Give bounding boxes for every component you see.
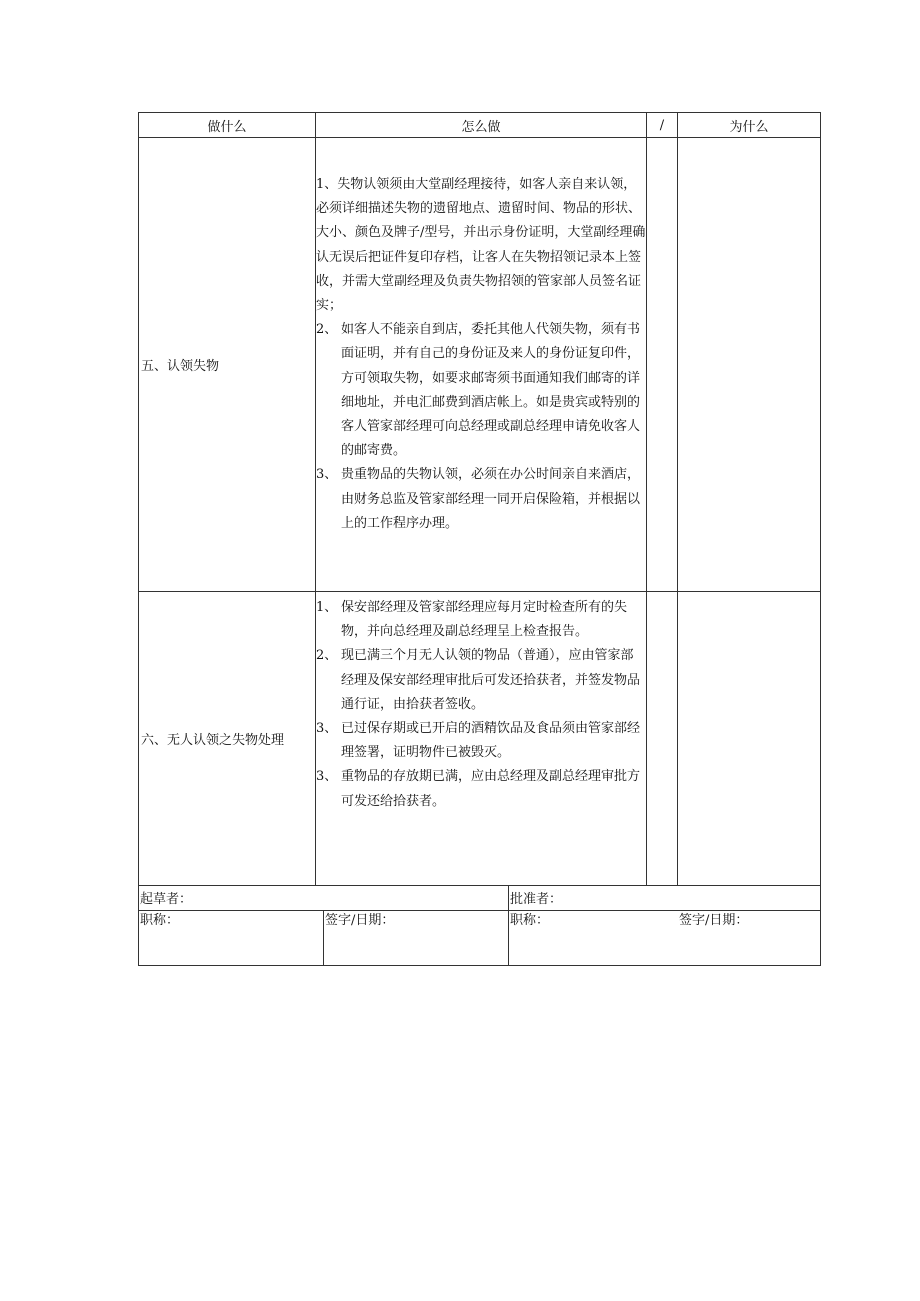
step-text: 现已满三个月无人认领的物品（普通），应由管家部经理及保安部经理审批后可发还拾获者，并签发物品通行证，由拾获者签收。: [341, 648, 641, 712]
approver-title-label: 职称：: [510, 913, 550, 928]
step-text: 保安部经理及管家部经理应每月定时检查所有的失物，并向总经理及副总经理呈上检查报告。: [341, 600, 628, 640]
steps-cell: [316, 592, 647, 886]
table-row: [139, 138, 821, 592]
step-item: [316, 596, 646, 644]
row-label: 五、认领失物: [139, 138, 316, 592]
step-number: 2、: [316, 648, 338, 664]
signoff-header-row: [139, 886, 821, 911]
step-text: 重物品的存放期已满，应由总经理及副总经理审批方可发还给拾获者。: [341, 769, 641, 809]
steps-cell: [316, 138, 647, 592]
step-text: 已过保存期或已开启的酒精饮品及食品须由管家部经理签署，证明物件已被毁灭。: [341, 721, 641, 761]
step-number: 3、: [316, 769, 338, 785]
step-item: [316, 765, 646, 813]
step-number: 2、: [316, 322, 338, 338]
why-cell: [678, 138, 821, 592]
header-how: 怎么做: [316, 113, 647, 138]
step-text: 如客人不能亲自到店，委托其他人代领失物，须有书面证明，并有自己的身份证及来人的身份证复印件，方可领取失物，如要求邮寄须书面通知我们邮寄的详细地址，并电汇邮费到酒店帐上。如是贵宾或特别的客人管家部经理可向总经理或副总经理申请免收客人的邮寄费。: [341, 322, 641, 459]
approver-fields[interactable]: [509, 911, 821, 966]
step-item: [316, 173, 646, 318]
drafter-sign-date-field[interactable]: 签字/日期：: [324, 911, 509, 966]
header-what: 做什么: [139, 113, 316, 138]
step-item: [316, 644, 646, 717]
header-slash: /: [647, 113, 678, 138]
step-item: [316, 463, 646, 536]
procedure-table: [138, 112, 821, 886]
approver-sign-date-label: 签字/日期：: [679, 913, 749, 928]
signoff-fields-row: [139, 911, 821, 966]
slash-cell: [647, 592, 678, 886]
header-why: 为什么: [678, 113, 821, 138]
step-item: [316, 717, 646, 765]
table-header-row: [139, 113, 821, 138]
signoff-table: [138, 885, 821, 966]
table-row: [139, 592, 821, 886]
step-number: 3、: [316, 721, 338, 737]
slash-cell: [647, 138, 678, 592]
step-text: 贵重物品的失物认领，必须在办公时间亲自来酒店，由财务总监及管家部经理一同开启保险箱，并根据以上的工作程序办理。: [341, 467, 641, 531]
drafter-title-field[interactable]: 职称：: [139, 911, 324, 966]
drafter-label: 起草者：: [139, 886, 509, 911]
step-number: 1、: [316, 600, 338, 615]
step-item: [316, 318, 646, 463]
approver-label: 批准者：: [509, 886, 821, 911]
step-text: 1、失物认领须由大堂副经理接待，如客人亲自来认领，必须详细描述失物的遗留地点、遗留时间、物品的形状、大小、颜色及牌子/型号，并出示身份证明，大堂副经理确认无误后把证件复印存档，让客人在失物招领记录本上签收，并需大堂副经理及负责失物招领的管家部人员签名证实；: [316, 177, 646, 314]
why-cell: [678, 592, 821, 886]
step-number: 3、: [316, 467, 338, 483]
row-label: 六、无人认领之失物处理: [139, 592, 316, 886]
